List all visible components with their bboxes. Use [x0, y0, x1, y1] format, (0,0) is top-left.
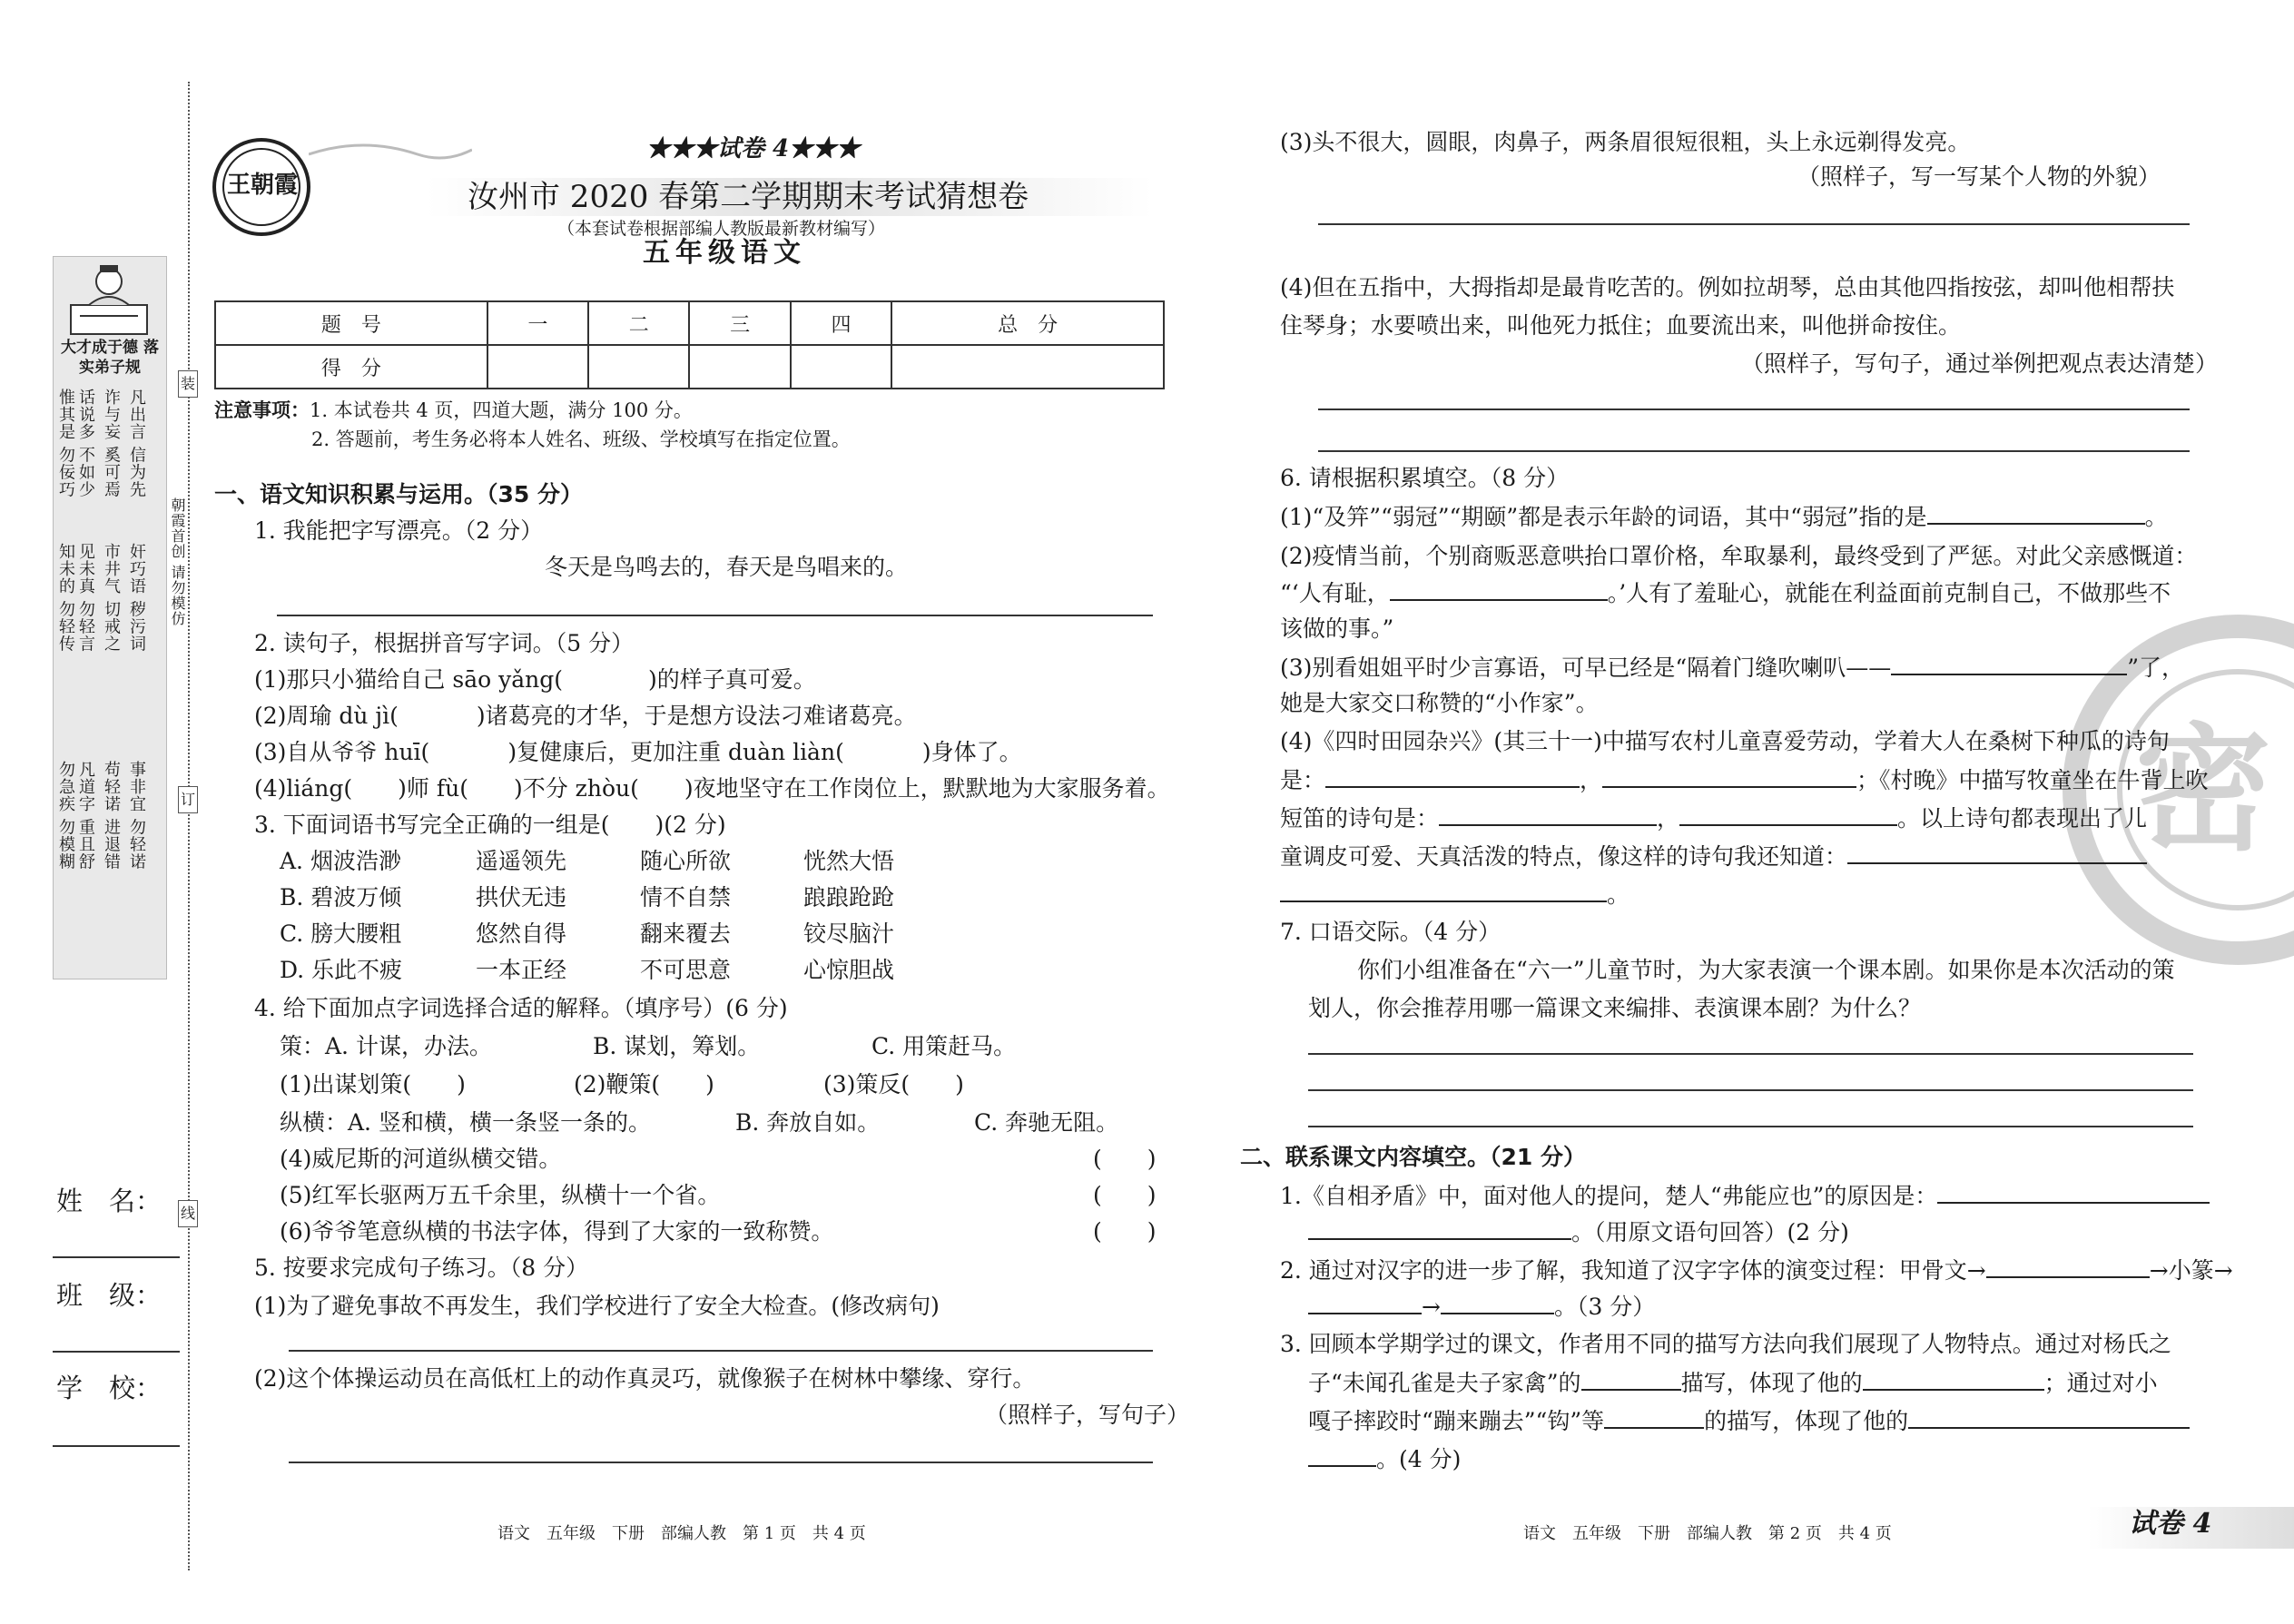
score-cell[interactable]: [487, 345, 588, 389]
class-label: 班 级：: [56, 1280, 162, 1311]
seal-word: 线: [178, 1200, 198, 1227]
q6-4-text-e: 童调皮可爱、天真活泼的特点，像这样的诗句我还知道：: [1280, 843, 1848, 870]
school-field[interactable]: [53, 1445, 180, 1447]
q6-4-blank-5[interactable]: [1847, 841, 2147, 864]
q3-opt-b2: 拱伏无违: [476, 884, 567, 910]
p2-q3-text-b: 描写，体现了他的: [1680, 1370, 1863, 1396]
score-row-label: 得 分: [215, 345, 487, 389]
score-cell[interactable]: [791, 345, 891, 389]
q6-4-blank-3[interactable]: [1439, 802, 1657, 826]
q5-2-requirement: （照样子，写句子）: [985, 1402, 1190, 1428]
p2-q2-text-c: →: [1422, 1294, 1441, 1320]
q6-4-blank-2[interactable]: [1602, 764, 1856, 788]
q2-3-a: (3)自从爷爷 huī(: [254, 739, 430, 765]
q6-3-line1: [1280, 652, 2184, 684]
q6-3-line2: 她是大家交口称赞的“小作家”。: [1280, 690, 1599, 716]
q3-opt-a1: A. 烟波浩渺: [280, 848, 401, 874]
score-header: 二: [588, 301, 689, 345]
q5: 5. 按要求完成句子练习。（8 分）: [254, 1255, 589, 1281]
q6-2-line3: 该做的事。”: [1280, 615, 1394, 642]
q3-opt-c1: C. 膀大腰粗: [280, 920, 402, 947]
p2-q1-line2: [1308, 1216, 1849, 1248]
note-1: 1. 本试卷共 4 页，四道大题，满分 100 分。: [310, 399, 693, 421]
motto: 奸巧语 秽污词: [127, 543, 146, 653]
p2-q3-text-c: ；通过对小: [2043, 1370, 2158, 1396]
subject-title: 五年级语文: [643, 237, 806, 269]
q2-3-b: )复健康后，更加注重 duàn liàn(: [507, 739, 844, 765]
q5-4-line2: 住琴身；水要喷出来，叫他死力抵住；血要流出来，叫他拼命按住。: [1280, 312, 1962, 339]
q4-ce-def-c: C. 用策赶马。: [871, 1033, 1017, 1059]
exam-subtitle: （本套试卷根据部编人教版最新教材编写）: [557, 219, 886, 239]
motto: 事非宜 勿轻诺: [127, 761, 146, 871]
q5-1-answer-line[interactable]: [289, 1350, 1153, 1352]
page1-footer: 语文 五年级 下册 部编人教 第 1 页 共 4 页: [497, 1524, 866, 1543]
q3-opt-c4: 铰尽脑汁: [803, 920, 895, 947]
q6-3-text-b: ”了，: [2127, 655, 2184, 681]
q4-4-answer[interactable]: ( ): [1093, 1146, 1157, 1172]
q6-4-line2: 是： ， ；《村晚》中描写牧童坐在牛背上吹: [1280, 764, 2209, 796]
score-cell[interactable]: [588, 345, 689, 389]
q7-line1: 你们小组准备在“六一”儿童节时，为大家表演一个课本剧。如果你是本次活动的策: [1357, 957, 2175, 983]
p2-q2-line2: [1308, 1291, 1655, 1323]
p2-q3-text-e: 的描写，体现了他的: [1704, 1408, 1909, 1434]
q6-4-blank-6[interactable]: [1280, 879, 1607, 902]
q6-2-text-a: “‘人有耻，: [1280, 580, 1390, 606]
q3-opt-d3: 不可思意: [640, 957, 732, 983]
q6-1-text: (1)“及笄”“弱冠”“期颐”都是表示年龄的词语，其中“弱冠”指的是: [1280, 504, 1927, 530]
q4: 4. 给下面加点字词选择合适的解释。（填序号）(6 分): [254, 995, 788, 1021]
q1: 1. 我能把字写漂亮。（2 分）: [254, 517, 544, 544]
motto: 凡道字 重且舒: [76, 761, 95, 871]
q5-3: (3)头不很大，圆眼，肉鼻子，两条眉很短很粗，头上永远剃得发亮。: [1280, 129, 1971, 155]
p2-q1-line1: [1280, 1180, 2210, 1212]
q4-6: (6)爷爷笔意纵横的书法字体，得到了大家的一致称赞。: [280, 1218, 834, 1245]
motto: 诈与妄 奚可焉: [102, 389, 121, 498]
scholar-illustration: [62, 261, 156, 343]
score-header: 三: [689, 301, 790, 345]
q4-5: (5)红军长驱两万五千余里，纵横十一个省。: [280, 1182, 721, 1208]
q2-1-b: )的样子真可爱。: [647, 666, 816, 693]
q3-opt-a3: 随心所欲: [640, 848, 732, 874]
q5-4-answer-line[interactable]: [1318, 450, 2190, 452]
q2: 2. 读句子，根据拼音写字词。（5 分）: [254, 630, 635, 656]
q6-1-blank[interactable]: [1927, 501, 2145, 525]
motto: 苟轻诺 进退错: [102, 761, 121, 871]
q3: 3. 下面词语书写完全正确的一组是( )(2 分): [254, 812, 726, 838]
q6-3-text-a: (3)别看姐姐平时少言寡语，可早已经是“隔着门缝吹喇叭——: [1280, 655, 1892, 681]
notes-label: 注意事项：: [214, 399, 310, 421]
q5-2: (2)这个体操运动员在高低杠上的动作真灵巧，就像猴子在树林中攀缘、穿行。: [254, 1365, 1036, 1392]
q3-opt-d4: 心惊胆战: [803, 957, 895, 983]
q5-4-line1: (4)但在五指中，大拇指却是最肯吃苦的。例如拉胡琴，总由其他四指按弦，却叫他相帮扶: [1280, 274, 2175, 300]
q6-2-text-b: 。’人有了羞耻心，就能在利益面前克制自己，不做那些不: [1607, 580, 2171, 606]
motto: 知未的 勿轻传: [56, 543, 75, 653]
p2-q2-text-a: 2. 通过对汉字的进一步了解，我知道了汉字字体的演变过程：甲骨文→: [1280, 1257, 1986, 1284]
q7-answer-line[interactable]: [1308, 1126, 2193, 1127]
q6-4-text-a: 是：: [1280, 767, 1326, 793]
part1-heading: 一、语文知识积累与运用。（35 分）: [214, 481, 583, 507]
p2-q3-blank-2[interactable]: [1863, 1367, 2044, 1391]
exam-title: 汝州市 2020 春第二学期期末考试猜想卷: [468, 179, 1029, 215]
q6-4-line1: (4)《四时田园杂兴》(其三十一)中描写农村儿童喜爱劳动，学着大人在桑树下种瓜的诗句: [1280, 728, 2170, 754]
q6-4-text-d: 。以上诗句都表现出了儿: [1897, 805, 2148, 832]
q3-opt-d1: D. 乐此不疲: [280, 957, 403, 983]
watermark-text: 密: [2135, 710, 2272, 870]
name-label: 姓 名：: [56, 1186, 162, 1216]
name-field[interactable]: [53, 1256, 180, 1258]
q4-ce-def-b: B. 谋划，筹划。: [593, 1033, 761, 1059]
p2-q3-blank-1[interactable]: [1581, 1367, 1681, 1391]
q7-answer-line[interactable]: [1308, 1053, 2193, 1055]
page2-footer: 语文 五年级 下册 部编人教 第 2 页 共 4 页: [1523, 1524, 1892, 1543]
q2-2-b: )诸葛亮的才华，于是想方设法刁难诸葛亮。: [476, 703, 917, 729]
q6-4-text-c: 短笛的诗句是：: [1280, 805, 1440, 832]
p2-q2-text-d: 。（3 分）: [1553, 1294, 1656, 1320]
motto: 见未真 勿轻言: [76, 543, 95, 653]
q3-opt-c2: 悠然自得: [476, 920, 567, 947]
p2-q2-text-b: →小篆→: [2149, 1257, 2233, 1284]
seal-word: 订: [178, 786, 198, 813]
q4-ce-item-3: (3)策反( ): [823, 1071, 964, 1097]
q5-1: (1)为了避免事故不再发生，我们学校进行了安全大检查。(修改病句): [254, 1293, 940, 1319]
q6-4-line4: [1280, 841, 2147, 872]
score-header: 题 号: [215, 301, 487, 345]
p2-q3-blank-3[interactable]: [1604, 1405, 1704, 1429]
motto: 勿急疾 勿模糊: [56, 761, 75, 871]
corner-badge: 试卷 4: [2129, 1508, 2212, 1540]
q1-copy-text: 冬天是鸟鸣去的，春天是鸟唱来的。: [545, 554, 909, 580]
score-header: 四: [791, 301, 891, 345]
q3-opt-a4: 恍然大悟: [803, 848, 895, 874]
q3-opt-d2: 一本正经: [476, 957, 567, 983]
q4-ce-def-a: 策：A. 计谋，办法。: [280, 1033, 492, 1059]
score-cell[interactable]: [891, 345, 1164, 389]
q2-4: (4)liáng( )师 fù( )不分 zhòu( )夜地坚守在工作岗位上，默默地为大家服务着。: [254, 775, 1170, 802]
brand-logo-text: 王朝霞: [227, 172, 299, 199]
p2-q2-blank-1[interactable]: [1986, 1255, 2150, 1278]
q6-4-text-b: ；《村晚》中描写牧童坐在牛背上吹: [1856, 767, 2209, 793]
q3-opt-b1: B. 碧波万倾: [280, 884, 402, 910]
q4-ce-item-1: (1)出谋划策( ): [280, 1071, 466, 1097]
q5-3-answer-line[interactable]: [1318, 223, 2190, 225]
q5-4-answer-line[interactable]: [1318, 408, 2190, 410]
q2-1: [254, 664, 816, 695]
q7-answer-line[interactable]: [1308, 1089, 2193, 1091]
p2-q2-blank-2[interactable]: [1308, 1291, 1422, 1314]
paper-badge: ★★★试卷 4★★★: [646, 135, 861, 162]
q5-3-requirement: （照样子，写一写某个人物的外貌）: [1797, 163, 2161, 190]
p2-q1-blank-2[interactable]: [1308, 1216, 1571, 1240]
class-field[interactable]: [53, 1351, 180, 1353]
part2-heading: 二、联系课文内容填空。（21 分）: [1240, 1144, 1586, 1170]
q6-4-blank-1[interactable]: [1325, 764, 1580, 788]
q2-2-a: (2)周瑜 dù jì(: [254, 703, 399, 729]
p2-q3-blank-5[interactable]: [1308, 1443, 1376, 1467]
q6-4-line3: 短笛的诗句是： ， 。以上诗句都表现出了儿: [1280, 802, 2147, 834]
p2-q3-text-d: 嘎子摔跤时“蹦来蹦去”“钩”等: [1308, 1408, 1605, 1434]
p2-q1-text: 1.《自相矛盾》中，面对他人的提问，楚人“弗能应也”的原因是：: [1280, 1183, 1938, 1209]
q2-3-c: )身体了。: [921, 739, 1022, 765]
q3-opt-b4: 踉踉跄跄: [803, 884, 895, 910]
score-table: [214, 300, 1165, 389]
score-header: 一: [487, 301, 588, 345]
q6-2-blank[interactable]: [1390, 577, 1608, 601]
q5-4-requirement: （照样子，写句子，通过举例把观点表达清楚）: [1741, 350, 2219, 377]
score-cell[interactable]: [689, 345, 790, 389]
q6-4-blank-4[interactable]: [1679, 802, 1897, 826]
score-header: 总 分: [891, 301, 1164, 345]
q6-2-line1: (2)疫情当前，个别商贩恶意哄抬口罩价格，牟取暴利，最终受到了严惩。对此父亲感慨道：: [1280, 543, 2198, 569]
sidebar-banner: 大才成于德 落实弟子规: [61, 339, 159, 377]
school-label: 学 校：: [56, 1373, 162, 1403]
q4-6-answer[interactable]: ( ): [1093, 1218, 1157, 1245]
q7-line2: 划人，你会推荐用哪一篇课文来编排、表演课本剧？为什么？: [1308, 995, 1922, 1021]
q1-answer-line[interactable]: [277, 615, 1153, 616]
note-2: 2. 答题前，考生务必将本人姓名、班级、学校填写在指定位置。: [311, 428, 851, 450]
q2-2: [254, 701, 917, 732]
q4-zh-def-b: B. 奔放自如。: [735, 1109, 881, 1136]
q4-zh-def-c: C. 奔驰无阻。: [974, 1109, 1119, 1136]
warning-text: 朝霞首创 请勿模仿: [169, 497, 186, 627]
q3-opt-b3: 情不自禁: [640, 884, 732, 910]
q6-1: (1)“及笄”“弱冠”“期颐”都是表示年龄的词语，其中“弱冠”指的是 。: [1280, 501, 2168, 533]
p2-q3-line3: [1308, 1405, 2190, 1437]
p2-q3-text-f: 。(4 分): [1376, 1446, 1462, 1472]
q4-4: (4)威尼斯的河道纵横交错。: [280, 1146, 562, 1172]
q3-opt-a2: 遥遥领先: [476, 848, 567, 874]
q2-3: [254, 737, 1022, 768]
ribbon-decoration: [309, 127, 472, 172]
p2-q2-line1: [1280, 1255, 2233, 1286]
q5-2-answer-line[interactable]: [289, 1462, 1153, 1463]
motto: 市井气 切戒之: [102, 543, 121, 653]
p2-q3-text-a: 子“未闻孔雀是夫子家禽”的: [1308, 1370, 1581, 1396]
motto: 惟其是 勿佞巧: [56, 389, 75, 498]
notes: [214, 398, 693, 423]
motto: 话说多 不如少: [76, 389, 95, 498]
q4-zh-def-a: 纵横：A. 竖和横，横一条竖一条的。: [280, 1109, 651, 1136]
q6: 6. 请根据积累填空。（8 分）: [1280, 465, 1570, 491]
seal-word: 装: [178, 370, 198, 398]
p2-q1-note: 。（用原文语句回答）(2 分): [1571, 1219, 1849, 1245]
q6-2-line2: [1280, 577, 2171, 609]
q3-opt-c3: 翻来覆去: [640, 920, 732, 947]
p2-q1-blank[interactable]: [1937, 1180, 2210, 1204]
p2-q3-line2: [1308, 1367, 2158, 1399]
q2-1-a: (1)那只小猫给自己 sāo yǎng(: [254, 666, 563, 693]
q4-5-answer[interactable]: ( ): [1093, 1182, 1157, 1208]
p2-q3-blank-4[interactable]: [1908, 1405, 2190, 1429]
q6-4-line5: 。: [1280, 879, 1629, 910]
p2-q2-blank-3[interactable]: [1441, 1291, 1554, 1314]
p2-q3-line4: [1308, 1443, 1461, 1475]
binding-line: [188, 82, 190, 1570]
q7: 7. 口语交际。（4 分）: [1280, 919, 1501, 945]
q4-ce-item-2: (2)鞭策( ): [574, 1071, 714, 1097]
q6-3-blank[interactable]: [1891, 652, 2127, 675]
motto: 凡出言 信为先: [127, 389, 146, 498]
p2-q3-line1: 3. 回顾本学期学过的课文，作者用不同的描写方法向我们展现了人物特点。通过对杨氏之: [1280, 1331, 2171, 1357]
